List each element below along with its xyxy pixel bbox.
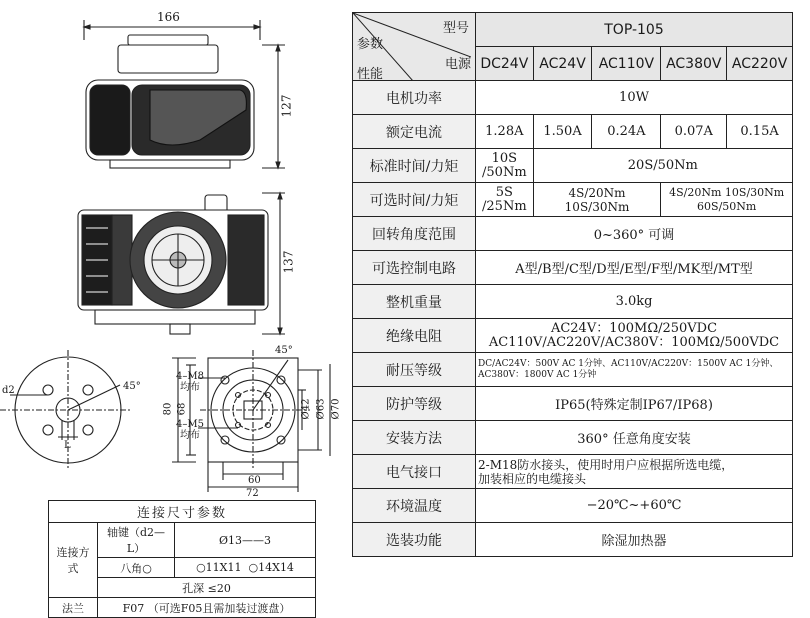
std-time-other: 20S/50Nm bbox=[533, 149, 792, 183]
bolt1-label-b: 均布 bbox=[180, 382, 200, 393]
voltage-ac110: AC110V bbox=[592, 47, 661, 81]
conn-oct-v2: 14X14 bbox=[258, 561, 294, 574]
bolt1-label-a: 4–M8 bbox=[176, 371, 204, 382]
dim-height-top-label: 127 bbox=[279, 94, 294, 118]
conn-oct-label: 八角 bbox=[120, 561, 143, 575]
corner-model: 型号 bbox=[442, 21, 469, 36]
row-temp-value: −20℃~+60℃ bbox=[476, 489, 793, 523]
corner-params: 参数 bbox=[357, 37, 384, 52]
row-weight-value: 3.0kg bbox=[476, 285, 793, 319]
row-insulation-name: 绝缘电阻 bbox=[353, 319, 476, 353]
row-voltage-test-name: 耐压等级 bbox=[353, 353, 476, 387]
voltage-dc24: DC24V bbox=[476, 47, 534, 81]
row-rated-current-name: 额定电流 bbox=[353, 115, 476, 149]
corner-perf: 性能 bbox=[357, 67, 384, 82]
voltage-ac220: AC220V bbox=[727, 47, 793, 81]
dim-68-label: 68 bbox=[176, 402, 188, 416]
dim-42-label: Ø42 bbox=[300, 398, 312, 420]
conn-title: 连接尺寸参数 bbox=[49, 501, 316, 523]
conn-flange-value: F07 （可选F05且需加装过渡盘） bbox=[98, 598, 316, 618]
current-ac380: 0.07A bbox=[661, 115, 727, 149]
current-ac110: 0.24A bbox=[592, 115, 661, 149]
current-ac220: 0.15A bbox=[727, 115, 793, 149]
opt-time-ac380-ac220: 4S/20Nm 10S/30Nm 60S/50Nm bbox=[661, 183, 793, 217]
bolt2-label-b: 均布 bbox=[180, 430, 200, 441]
row-voltage-test-value: DC/AC24V：500V AC 1分钟、AC110V/AC220V：1500V AC 1分钟、AC380V：1800V AC 1分钟 bbox=[476, 353, 793, 387]
conn-key-label: 轴键（d2—L） bbox=[98, 523, 175, 558]
voltage-ac380: AC380V bbox=[661, 47, 727, 81]
row-temp-name: 环境温度 bbox=[353, 489, 476, 523]
l-label: L bbox=[64, 440, 71, 451]
bolt2-label-a: 4–M5 bbox=[176, 419, 204, 430]
conn-oct-values bbox=[175, 558, 316, 578]
conn-key-value: Ø13——3 bbox=[175, 523, 316, 558]
row-rotation-name: 回转角度范围 bbox=[353, 217, 476, 251]
row-install-value: 360° 任意角度安装 bbox=[476, 421, 793, 455]
dim-63-label: Ø63 bbox=[315, 398, 327, 420]
voltage-ac24: AC24V bbox=[533, 47, 592, 81]
spec-table bbox=[352, 12, 793, 557]
opt-time-ac: 4S/20Nm 10S/30Nm bbox=[533, 183, 661, 217]
row-protection-value: IP65(特殊定制IP67/IP68) bbox=[476, 387, 793, 421]
octagon-icon: ○ bbox=[248, 561, 259, 574]
row-control-value: A型/B型/C型/D型/E型/F型/MK型/MT型 bbox=[476, 251, 793, 285]
current-dc24: 1.28A bbox=[476, 115, 534, 149]
dim-72-label: 72 bbox=[246, 488, 259, 499]
conn-hole-depth: 孔深 ≤20 bbox=[98, 578, 316, 598]
row-install-name: 安装方法 bbox=[353, 421, 476, 455]
octagon-icon: ○ bbox=[142, 561, 152, 575]
conn-oct-v1: 11X11 bbox=[205, 561, 242, 574]
row-control-name: 可选控制电路 bbox=[353, 251, 476, 285]
row-std-time-name: 标准时间/力矩 bbox=[353, 149, 476, 183]
row-option-name: 选装功能 bbox=[353, 523, 476, 557]
model-name: TOP-105 bbox=[476, 13, 793, 47]
corner-power: 电源 bbox=[444, 57, 471, 72]
octagon-icon: ○ bbox=[196, 561, 206, 574]
row-rotation-value: 0~360° 可调 bbox=[476, 217, 793, 251]
row-opt-time-name: 可选时间/力矩 bbox=[353, 183, 476, 217]
dim-60-label: 60 bbox=[248, 475, 261, 486]
dim-80-label: 80 bbox=[162, 402, 174, 416]
row-insulation-value: AC24V：100MΩ/250VDC AC110V/AC220V/AC380V：100MΩ/500VDC bbox=[476, 319, 793, 353]
row-electric-name: 电气接口 bbox=[353, 455, 476, 489]
std-time-dc24: 10S /50Nm bbox=[476, 149, 534, 183]
row-protection-name: 防护等级 bbox=[353, 387, 476, 421]
row-motor-power-name: 电机功率 bbox=[353, 81, 476, 115]
conn-method-label: 连接方式 bbox=[49, 523, 98, 598]
row-motor-power-value: 10W bbox=[476, 81, 793, 115]
opt-time-dc24: 5S /25Nm bbox=[476, 183, 534, 217]
row-electric-value: 2-M18防水接头，使用时用户应根据所选电缆， 加装相应的电缆接头 bbox=[476, 455, 793, 489]
row-option-value: 除湿加热器 bbox=[476, 523, 793, 557]
d2-label: d2 bbox=[2, 385, 15, 396]
header-corner bbox=[353, 13, 476, 81]
dim-height-front-label: 137 bbox=[281, 250, 296, 274]
dim-70-label: Ø70 bbox=[330, 398, 342, 420]
current-ac24: 1.50A bbox=[533, 115, 592, 149]
connection-params-table bbox=[48, 500, 316, 618]
angle-label-shaft: 45° bbox=[123, 381, 141, 392]
conn-flange-label: 法兰 bbox=[49, 598, 98, 618]
conn-oct-cell bbox=[98, 558, 175, 578]
angle-label-flange: 45° bbox=[275, 345, 293, 356]
dim-width-label: 166 bbox=[157, 10, 180, 24]
row-weight-name: 整机重量 bbox=[353, 285, 476, 319]
